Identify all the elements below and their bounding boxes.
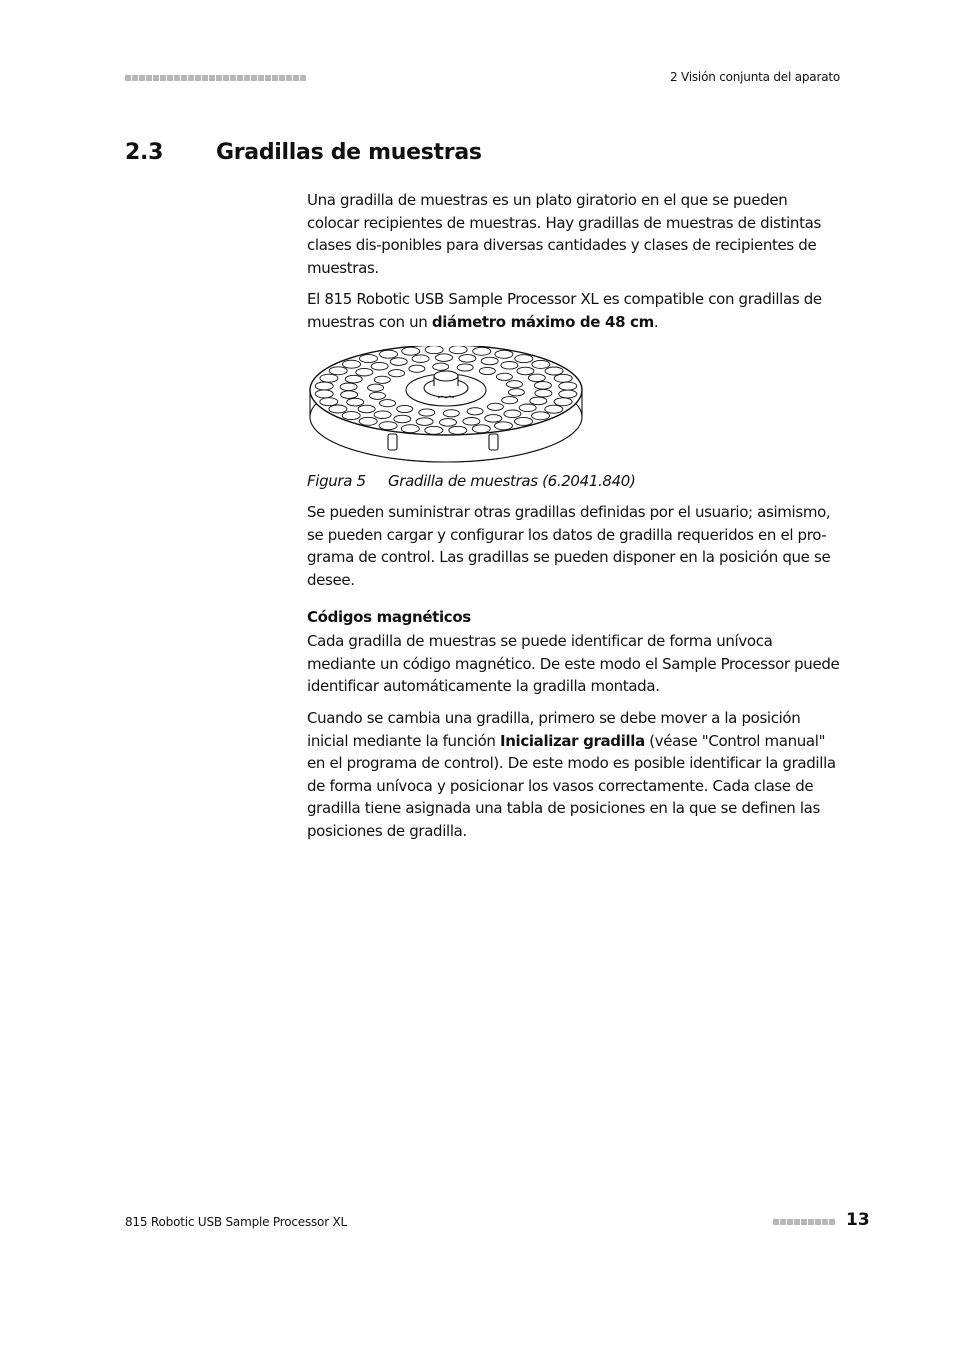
rack-hole xyxy=(472,424,490,432)
rack-hole xyxy=(397,405,413,412)
footer-decoration xyxy=(773,1219,835,1225)
figure-caption xyxy=(307,470,842,493)
paragraph-initialize: Cuando se cambia una gradilla, primero se debe mover a la posición inicial mediante la función Inicializar gradilla (véase "Control manual" en el programa de control). De este modo es posible identificar la gradilla de forma unívoca y posicionar los vasos correctamente. Cada clase de gradilla tiene asignada una tabla de posiciones en la que se definen las posiciones de gradilla. xyxy=(307,708,836,840)
paragraph-magnetic-codes: Cada gradilla de muestras se puede identificar de forma unívoca mediante un código magnético. De este modo el Sample Processor puede identificar automáticamente la gradilla montada. xyxy=(307,632,840,696)
rack-hole xyxy=(401,424,419,432)
rack-hole xyxy=(559,390,577,398)
figure-caption-text: Gradilla de muestras (6.2041.840) xyxy=(388,471,636,490)
rack-hole xyxy=(545,405,563,413)
rack-hole xyxy=(535,389,552,397)
rack-hole xyxy=(340,383,357,391)
rack-hole xyxy=(347,398,364,406)
rack-hole xyxy=(329,366,347,374)
rack-hole xyxy=(374,376,390,383)
rack-hole xyxy=(530,397,547,405)
rack-hole xyxy=(532,360,550,368)
rack-hole xyxy=(368,384,384,391)
rack-hole xyxy=(416,417,433,425)
rack-hole xyxy=(481,357,498,365)
rack-hole xyxy=(390,357,407,365)
section-title: Gradillas de muestras xyxy=(216,140,482,165)
rack-hole xyxy=(425,346,443,354)
rack-hole xyxy=(370,392,386,399)
sample-rack-illustration xyxy=(306,346,586,468)
rack-hole xyxy=(449,426,467,434)
rack-hole xyxy=(402,347,420,355)
rack-hole xyxy=(459,354,476,362)
rack-hole xyxy=(501,361,518,369)
rack-hole xyxy=(374,410,391,418)
rack-hole xyxy=(389,369,405,376)
rack-hole xyxy=(379,421,397,429)
rack-hole xyxy=(371,362,388,370)
rack-hole xyxy=(419,408,435,415)
footer-product-title: 815 Robotic USB Sample Processor XL xyxy=(125,1215,348,1229)
rack-hole xyxy=(517,367,534,375)
paragraph-custom-racks: Se pueden suministrar otras gradillas definidas por el usuario; asimismo, se pueden cargar y configurar los datos de gradilla requeridos en el pro-grama de control. Las gradillas se pueden disponer en la posición que se desee. xyxy=(307,503,831,589)
rack-hole xyxy=(360,354,378,362)
rack-hole xyxy=(467,407,483,414)
rack-hole xyxy=(359,417,377,425)
rack-hole xyxy=(394,415,411,423)
rack-hole xyxy=(320,397,338,405)
rack-hole xyxy=(554,397,572,405)
rack-hole xyxy=(496,373,512,380)
subheading-magnetic-codes: Códigos magnéticos xyxy=(307,607,471,626)
rack-hole xyxy=(329,405,347,413)
rack-hole xyxy=(315,382,333,390)
rack-hole xyxy=(315,389,333,397)
rack-hole xyxy=(554,374,572,382)
rack-hole xyxy=(479,367,495,374)
rack-hole xyxy=(508,388,524,395)
rack-hole xyxy=(507,380,523,387)
rack-hole xyxy=(449,346,467,354)
running-head: 2 Visión conjunta del aparato xyxy=(669,70,840,84)
rack-hole xyxy=(425,426,443,434)
header-decoration xyxy=(125,75,306,81)
rack-hole xyxy=(345,375,362,383)
rack-hole xyxy=(534,381,551,389)
rack-hole xyxy=(519,404,536,412)
rack-hole xyxy=(515,417,533,425)
figure-label: Figura 5 xyxy=(307,471,366,490)
rack-hole xyxy=(433,363,449,370)
rack-hole xyxy=(412,354,429,362)
rack-hole xyxy=(356,368,373,376)
rack-hole xyxy=(495,350,513,358)
rack-hole xyxy=(495,421,513,429)
rack-hole xyxy=(485,414,502,422)
main-content xyxy=(307,189,842,851)
rack-hole xyxy=(559,382,577,390)
rack-hole xyxy=(473,347,491,355)
rack-hole xyxy=(358,405,375,413)
rack-hole xyxy=(443,409,459,416)
rack-hole xyxy=(532,411,550,419)
rack-hole xyxy=(341,390,358,398)
rack-hole xyxy=(463,417,480,425)
paragraph-compatibility: El 815 Robotic USB Sample Processor XL es compatible con gradillas de muestras con un diámetro máximo de 48 cm. xyxy=(307,290,822,331)
rack-hole xyxy=(380,350,398,358)
rack-hole xyxy=(409,365,425,372)
rack-hole xyxy=(440,418,457,426)
rack-hole xyxy=(487,403,503,410)
paragraph-intro: Una gradilla de muestras es un plato giratorio en el que se pueden colocar recipientes de muestras. Hay gradillas de muestras de distintas clases dis-ponibles para diversas cantidades y clases de recipientes de muestras. xyxy=(307,191,821,277)
page-number: 13 xyxy=(846,1210,870,1230)
rack-hole xyxy=(515,354,533,362)
rack-hole xyxy=(528,374,545,382)
rack-hole xyxy=(343,360,361,368)
rack-hole xyxy=(436,353,453,361)
rack-hole xyxy=(502,396,518,403)
rack-hole xyxy=(545,367,563,375)
rack-hole xyxy=(320,374,338,382)
rack-hole xyxy=(504,410,521,418)
max-diameter-emphasis: diámetro máximo de 48 cm xyxy=(431,312,654,331)
initialize-rack-emphasis: Inicializar gradilla xyxy=(499,731,645,750)
rack-hole xyxy=(457,363,473,370)
rack-hole xyxy=(380,399,396,406)
section-number: 2.3 xyxy=(125,140,164,165)
rack-hole xyxy=(342,411,360,419)
